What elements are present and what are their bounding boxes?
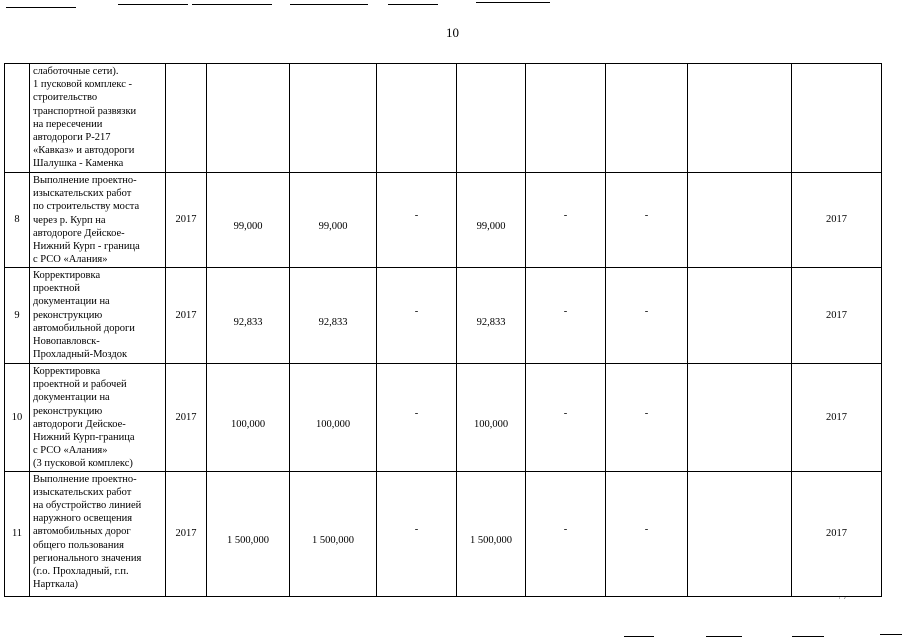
amount-6: -: [606, 268, 688, 364]
scan-artifact-bottom: [624, 636, 654, 637]
page-number: 10: [446, 25, 459, 40]
amount-2: 100,000: [290, 364, 377, 472]
project-name: Выполнение проектно- изыскательских работ по строительству моста через р. Курп на автодороге Дейское- Нижний Курп - граница с РСО «Алания»: [30, 173, 166, 268]
end-year: 2017: [792, 471, 882, 596]
amount-3: -: [377, 268, 457, 364]
start-year: [166, 64, 207, 173]
project-name: Корректировка проектной документации на реконструкцию автомобильной дороги Новопавловск- Прохладный-Моздок: [30, 268, 166, 364]
row-number: [5, 64, 30, 173]
amount-7: [688, 173, 792, 268]
scan-artifact-top: [6, 7, 76, 8]
project-name: Выполнение проектно- изыскательских работ на обустройство линией наружного освещения автомобильных дорог общего пользования регионального значения (г.о. Прохладный, г.п. Нарткала): [30, 471, 166, 596]
amount-5: -: [526, 173, 606, 268]
scan-artifact-bottom: [706, 636, 742, 637]
project-name: Корректировка проектной и рабочей документации на реконструкцию автодороги Дейское- Нижний Курп-граница с РСО «Алания» (3 пусковой комплекс): [30, 364, 166, 472]
start-year: 2017: [166, 173, 207, 268]
amount-total: 92,833: [207, 268, 290, 364]
amount-6: -: [606, 471, 688, 596]
scan-artifact-top: [290, 4, 368, 5]
project-table: [4, 63, 882, 597]
table-row: [5, 64, 882, 173]
scan-artifact-top: [388, 4, 438, 5]
amount-2: [290, 64, 377, 173]
amount-5: [526, 64, 606, 173]
amount-2: 1 500,000: [290, 471, 377, 596]
amount-6: [606, 64, 688, 173]
amount-3: -: [377, 471, 457, 596]
row-number: 11: [5, 471, 30, 596]
amount-7: [688, 471, 792, 596]
scan-artifact-top: [192, 4, 272, 5]
scan-artifact-top: [118, 4, 188, 5]
row-number: 8: [5, 173, 30, 268]
start-year: 2017: [166, 364, 207, 472]
amount-7: [688, 64, 792, 173]
table-row: [5, 268, 882, 364]
scan-artifact-bottom: [792, 636, 824, 637]
amount-4: 92,833: [457, 268, 526, 364]
table-row: [5, 173, 882, 268]
row-number: 9: [5, 268, 30, 364]
amount-total: 99,000: [207, 173, 290, 268]
amount-5: -: [526, 471, 606, 596]
end-year: 2017: [792, 268, 882, 364]
project-name: слаботочные сети). 1 пусковой комплекс - строительство транспортной развязки на пересечении автодороги Р-217 «Кавказ» и автодороги Шалушка - Каменка: [30, 64, 166, 173]
end-year: [792, 64, 882, 173]
amount-4: 99,000: [457, 173, 526, 268]
end-year: 2017: [792, 364, 882, 472]
amount-5: -: [526, 364, 606, 472]
amount-6: -: [606, 364, 688, 472]
amount-5: -: [526, 268, 606, 364]
start-year: 2017: [166, 268, 207, 364]
scan-artifact-bottom: [880, 634, 902, 635]
amount-7: [688, 268, 792, 364]
scan-artifact-mark: ˙ ˊ: [838, 596, 847, 606]
amount-4: 100,000: [457, 364, 526, 472]
start-year: 2017: [166, 471, 207, 596]
amount-total: [207, 64, 290, 173]
table-row: [5, 471, 882, 596]
amount-total: 1 500,000: [207, 471, 290, 596]
amount-3: -: [377, 173, 457, 268]
amount-7: [688, 364, 792, 472]
row-number: 10: [5, 364, 30, 472]
amount-3: [377, 64, 457, 173]
amount-total: 100,000: [207, 364, 290, 472]
amount-3: -: [377, 364, 457, 472]
end-year: 2017: [792, 173, 882, 268]
amount-2: 99,000: [290, 173, 377, 268]
amount-2: 92,833: [290, 268, 377, 364]
table-row: [5, 364, 882, 472]
amount-4: 1 500,000: [457, 471, 526, 596]
scan-artifact-top: [476, 2, 550, 3]
amount-6: -: [606, 173, 688, 268]
amount-4: [457, 64, 526, 173]
